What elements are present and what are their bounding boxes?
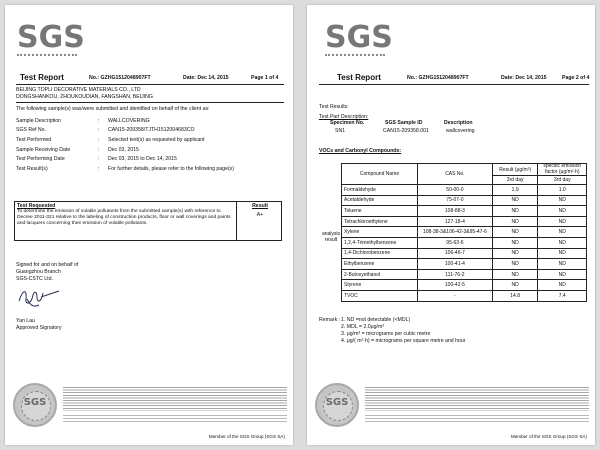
- col-result: Result (μg/m³): [492, 164, 538, 176]
- description-value: wallcovering: [446, 128, 475, 134]
- table-row: [342, 290, 587, 301]
- report-title: Test Report: [20, 73, 64, 82]
- specimen-value: SN1: [335, 128, 346, 134]
- table-cell-r: ND: [492, 269, 538, 280]
- header-divider: [16, 84, 284, 85]
- table-cell-name: Tetrachloroethylene: [342, 216, 418, 227]
- table-row: [342, 280, 587, 291]
- table-row: [342, 227, 587, 238]
- table-cell-e: ND: [538, 206, 587, 217]
- terms-fine-print: [365, 387, 589, 411]
- table-cell-cas: 111-76-2: [418, 269, 493, 280]
- test-results-label: Test Results:: [319, 104, 349, 110]
- table-cell-r: ND: [492, 280, 538, 291]
- table-row: [342, 259, 587, 270]
- voc-heading: VOCs and Carbonyl Compounds:: [319, 148, 402, 154]
- voc-results-table: [341, 163, 587, 302]
- remark-label: Remark :: [319, 317, 341, 323]
- header-divider: [319, 84, 589, 85]
- table-cell-cas: 100-42-5: [418, 280, 493, 291]
- table-header-row: [342, 164, 587, 176]
- col-day-result: 3rd day: [492, 176, 538, 185]
- intro-text: The following sample(s) was/were submitted and identified on behalf of the client as:: [16, 106, 210, 112]
- table-cell-e: ND: [538, 248, 587, 259]
- table-row: [342, 195, 587, 206]
- table-cell-r: ND: [492, 206, 538, 217]
- table-cell-r: ND: [492, 248, 538, 259]
- col-compound: Compound Name: [342, 164, 418, 185]
- report-page-2: [307, 5, 595, 445]
- remark-3: 3. μg/m³ = micrograms per cubic metre: [341, 331, 431, 337]
- report-number: No.: GZHG1512048907FT: [89, 75, 151, 81]
- table-cell-name: 1,2,4-Trimethylbenzene: [342, 237, 418, 248]
- table-cell-cas: 95-63-6: [418, 237, 493, 248]
- table-cell-r: 14.8: [492, 290, 538, 301]
- table-cell-r: 1.9: [492, 185, 538, 196]
- signer-title: Approved Signatory: [16, 325, 62, 331]
- company-address: DONGSHANKOU, ZHOUKOUDIAN, FANGSHAN, BEIJING: [16, 94, 153, 100]
- col-specimen-no: Specimen No.: [330, 120, 365, 126]
- table-cell-cas: 127-18-4: [418, 216, 493, 227]
- table-cell-cas: 108-38-3&106-42-3&95-47-6: [418, 227, 493, 238]
- member-text: Member of the SGS Group (SGS SA): [510, 434, 587, 439]
- member-text: Member of the SGS Group (SGS SA): [208, 434, 285, 439]
- col-sample-id: SGS Sample ID: [385, 120, 423, 126]
- address-fine-print: [63, 415, 287, 423]
- address-fine-print: [365, 415, 589, 423]
- sgs-logo: SGS: [325, 23, 393, 61]
- table-cell-name: Xylene: [342, 227, 418, 238]
- table-row: [342, 206, 587, 217]
- table-cell-r: ND: [492, 259, 538, 270]
- signed-line-2: Guangzhou Branch: [16, 269, 61, 275]
- result-value: A+: [256, 212, 264, 218]
- test-request-box: [14, 201, 282, 241]
- table-cell-cas: 100-41-4: [418, 259, 493, 270]
- table-cell-e: ND: [538, 237, 587, 248]
- report-date: Date: Dec 14, 2015: [183, 75, 229, 81]
- table-cell-cas: 108-88-3: [418, 206, 493, 217]
- report-title: Test Report: [337, 73, 381, 82]
- table-cell-name: 2-Butoxyethanol: [342, 269, 418, 280]
- table-cell-r: ND: [492, 227, 538, 238]
- remark-4: 4. μg/( m²·h) = micrograms per square metre and hour: [341, 338, 466, 344]
- test-part-description-label: Test Part Description:: [319, 114, 369, 120]
- terms-fine-print: [63, 387, 287, 411]
- table-cell-cas: 50-00-0: [418, 185, 493, 196]
- field-row: Test Performed : Selected test(s) as requested by applicant: [16, 136, 205, 143]
- table-row: [342, 237, 587, 248]
- table-cell-e: ND: [538, 259, 587, 270]
- table-cell-cas: 106-46-7: [418, 248, 493, 259]
- field-row: Sample Description : WALLCOVERING: [16, 117, 150, 124]
- report-page-1: [5, 5, 293, 445]
- remark-1: 1. ND =not detectable (<MDL): [341, 317, 411, 323]
- sample-id-value: CAN15-209358.001: [383, 128, 429, 134]
- signed-line-1: Signed for and on behalf of: [16, 262, 79, 268]
- signed-line-3: SGS-CSTC Ltd.: [16, 276, 53, 282]
- company-name: BEIJING TOPLI DECORATIVE MATERIALS CO., LTD: [16, 87, 141, 93]
- signature-image: [17, 285, 61, 309]
- page-number: Page 2 of 4: [562, 75, 590, 81]
- col-day-emission: 3rd day: [538, 176, 587, 185]
- table-cell-name: TVOC: [342, 290, 418, 301]
- signer-name: Yan Lau: [16, 318, 35, 324]
- table-cell-name: Styrene: [342, 280, 418, 291]
- table-cell-r: ND: [492, 216, 538, 227]
- sgs-seal-icon: SGS: [13, 383, 57, 427]
- sgs-logo: SGS: [17, 23, 85, 61]
- table-row: [342, 185, 587, 196]
- col-description: Description: [444, 120, 473, 126]
- table-cell-e: ND: [538, 280, 587, 291]
- table-cell-e: 1.0: [538, 185, 587, 196]
- table-cell-cas: -: [418, 290, 493, 301]
- table-cell-r: ND: [492, 195, 538, 206]
- col-cas: CAS No.: [418, 164, 493, 185]
- table-cell-name: Ethylbenzene: [342, 259, 418, 270]
- company-divider: [16, 102, 284, 103]
- table-cell-name: Formaldehyde: [342, 185, 418, 196]
- table-cell-e: ND: [538, 227, 587, 238]
- page-number: Page 1 of 4: [251, 75, 279, 81]
- table-cell-r: ND: [492, 237, 538, 248]
- result-heading: Result: [252, 203, 268, 209]
- field-row: Sample Receiving Date : Dec 03, 2015: [16, 146, 139, 153]
- table-cell-cas: 75-07-0: [418, 195, 493, 206]
- table-cell-e: ND: [538, 269, 587, 280]
- test-requested-text: To determine the emission of volatile pollutants from the submitted sample(s) with reference to Decree 2011-321 relative to the labeling of construction products, floor or wall coverings and paints and lacquers concerning their emission of volatile pollutants.: [17, 209, 231, 226]
- field-row: Test Performing Date : Dec 03, 2015 to Dec 14, 2015: [16, 156, 177, 163]
- table-cell-name: 1,4-Dichlorobenzene: [342, 248, 418, 259]
- col-specific-emission: specific emission factor (μg/m²·h): [538, 164, 587, 176]
- analysis-result-label: analysis result: [321, 231, 341, 243]
- test-requested-heading: Test Requested: [17, 203, 56, 209]
- table-row: [342, 269, 587, 280]
- table-cell-e: 7.4: [538, 290, 587, 301]
- table-cell-name: Toluene: [342, 206, 418, 217]
- remark-2: 2. MDL = 2.0μg/m³: [341, 324, 385, 330]
- sgs-seal-icon: SGS: [315, 383, 359, 427]
- report-date: Date: Dec 14, 2015: [501, 75, 547, 81]
- table-cell-e: ND: [538, 216, 587, 227]
- field-row: SGS Ref No. : CAN15-209358/TJTH1512004683CO: [16, 127, 195, 134]
- table-cell-name: Acetaldehyde: [342, 195, 418, 206]
- table-row: [342, 248, 587, 259]
- report-number: No.: GZHG1512048907FT: [407, 75, 469, 81]
- field-row: Test Result(s) : For further details, please refer to the following page(s): [16, 165, 235, 172]
- sample-fields: [16, 116, 284, 174]
- table-row: [342, 216, 587, 227]
- table-cell-e: ND: [538, 195, 587, 206]
